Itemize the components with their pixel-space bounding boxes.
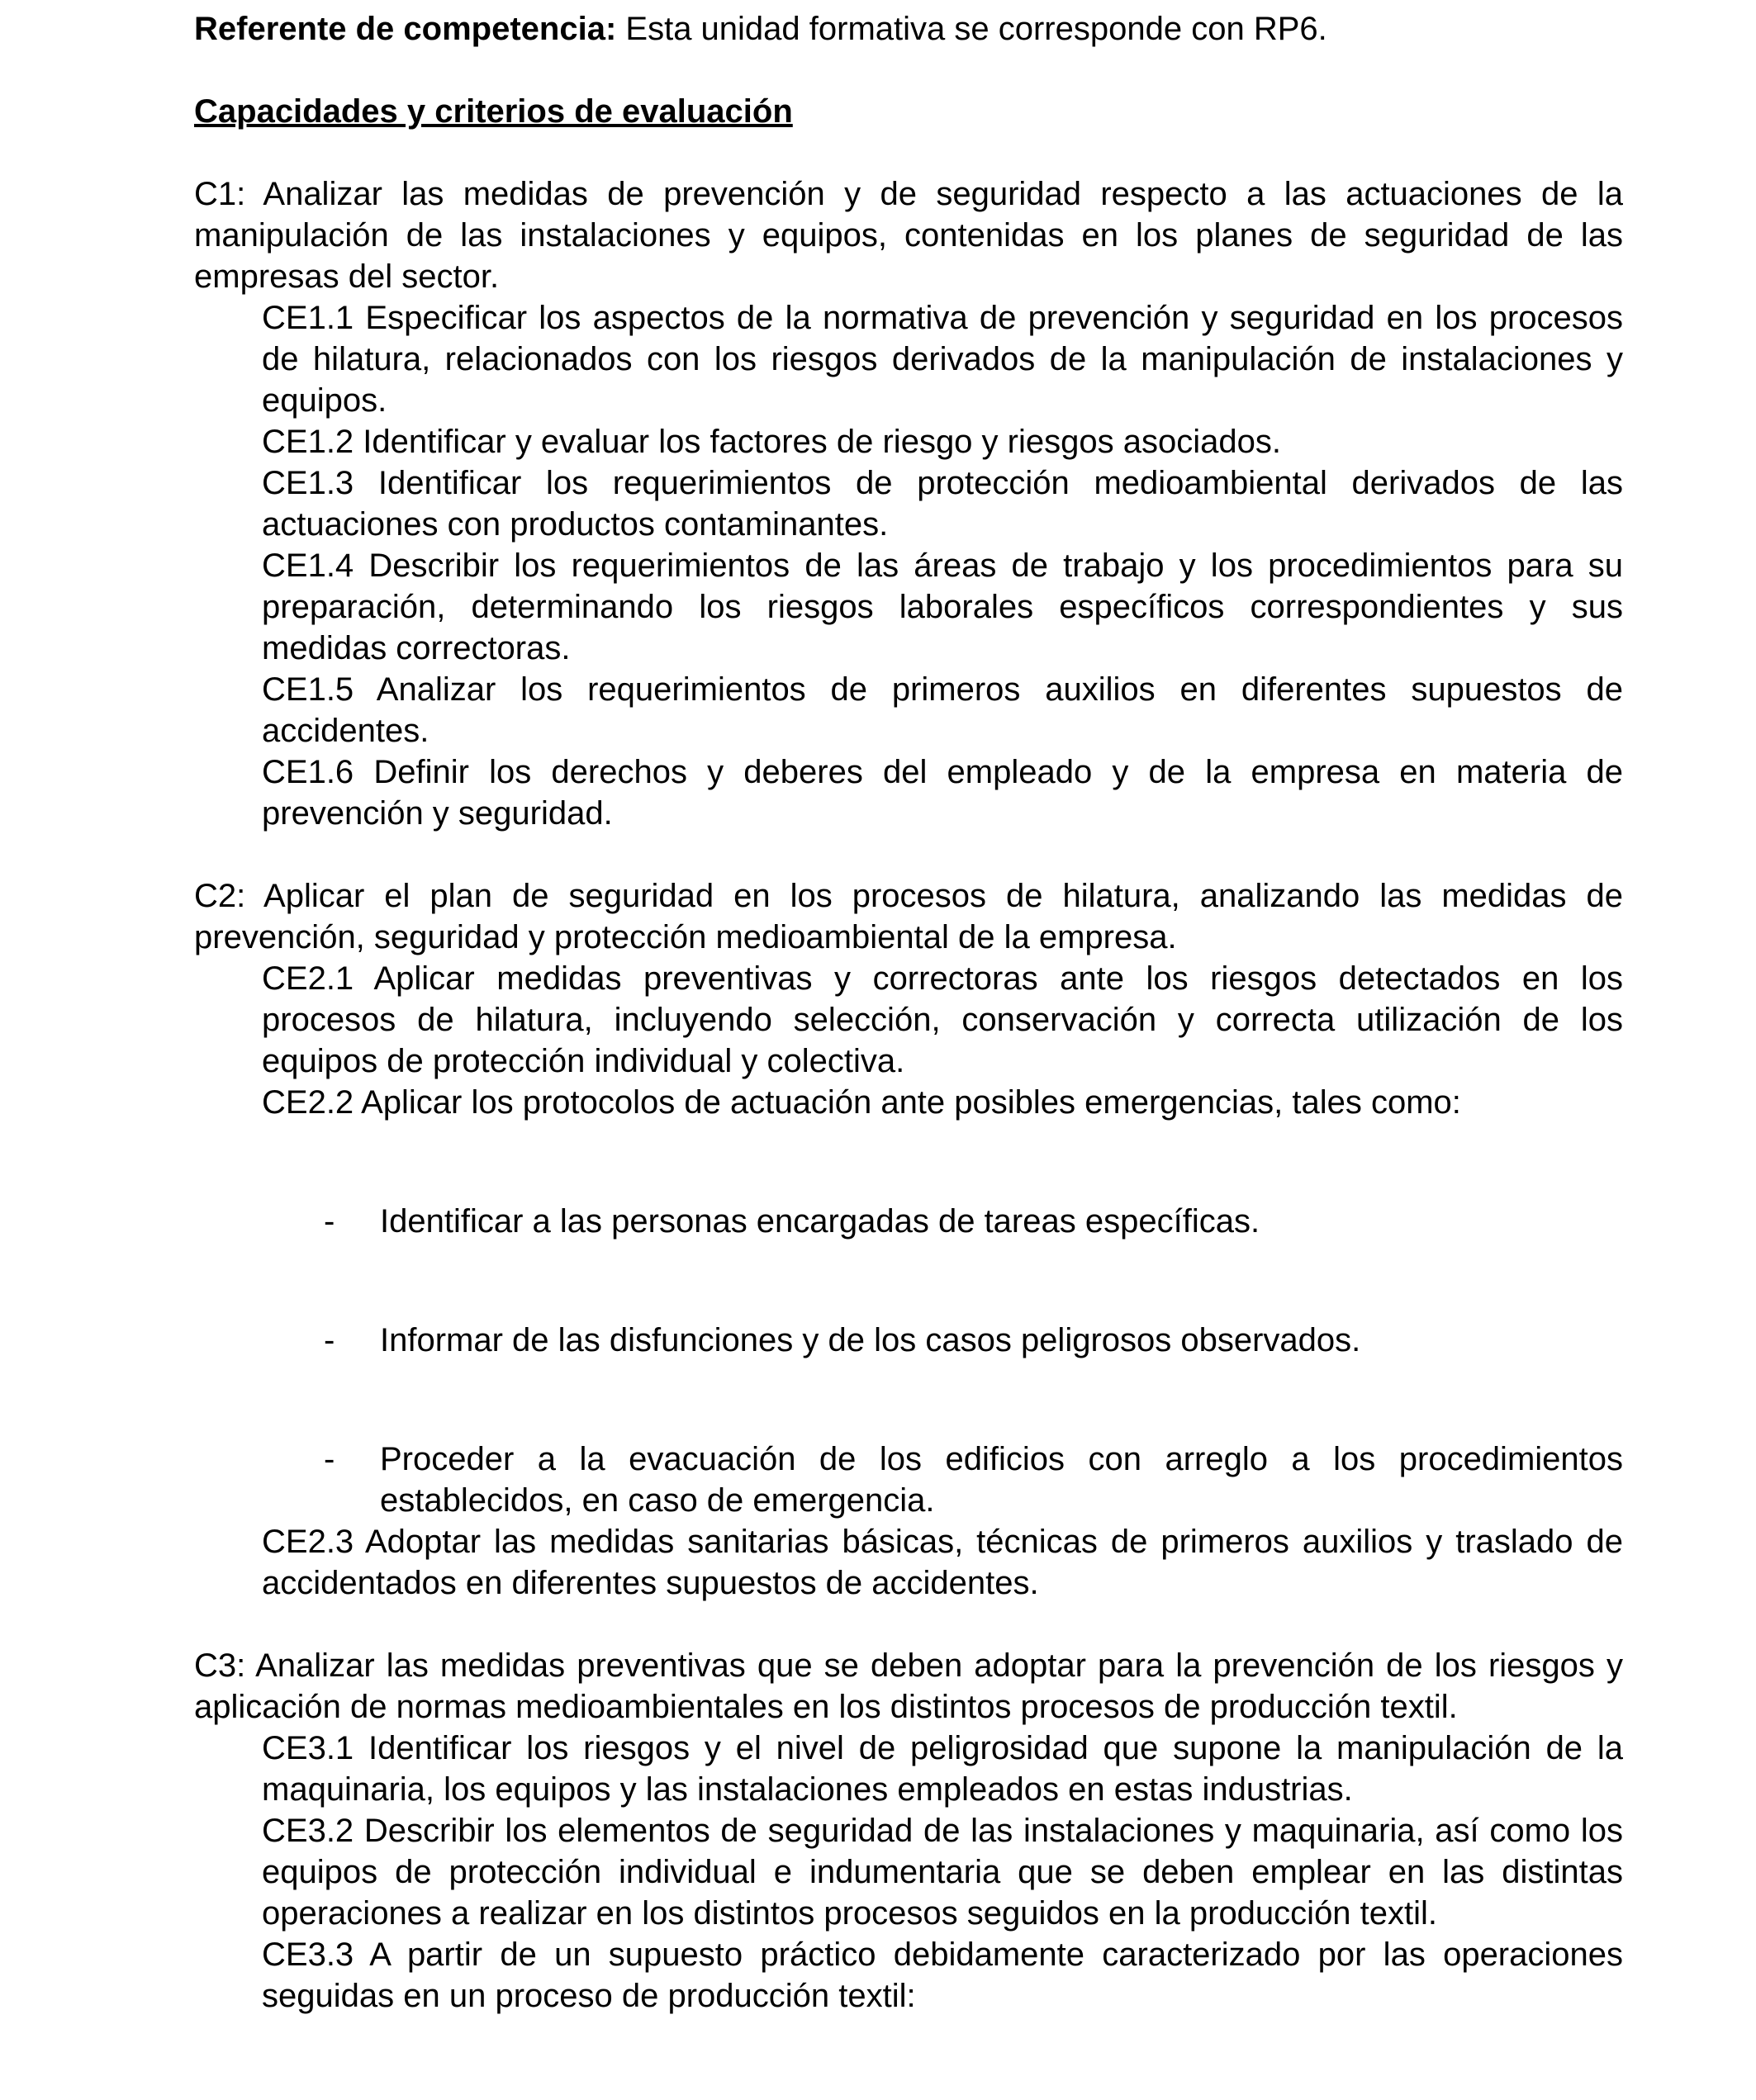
bullet-item (324, 1439, 1623, 1521)
bullet-text: Informar de las disfunciones y de los casos peligrosos observados. (380, 1322, 1361, 1358)
bullet-dash: - (324, 1441, 335, 1477)
criterion-ce2-2: CE2.2 Aplicar los protocolos de actuación ante posibles emergencias, tales como: (262, 1084, 1461, 1121)
criterion-ce3-3: CE3.3 A partir de un supuesto práctico debidamente caracterizado por las operaciones seguidas en un proceso de producción textil: (262, 1936, 1623, 2014)
section-heading: Capacidades y criterios de evaluación (194, 93, 793, 130)
capacity-c1: C1: Analizar las medidas de prevención y de seguridad respecto a las actuaciones de la manipulación de las instalaciones y equipos, contenidas en los planes de seguridad de las empresas del sector. (194, 176, 1623, 295)
bullet-text: Proceder a la evacuación de los edificios con arreglo a los procedimientos establecidos, en caso de emergencia. (380, 1441, 1623, 1519)
document-page (194, 8, 1623, 2017)
spacer (194, 50, 1623, 91)
competence-reference-label: Referente de competencia: (194, 11, 617, 47)
criterion-ce1-6: CE1.6 Definir los derechos y deberes del empleado y de la empresa en materia de prevención y seguridad. (262, 754, 1623, 832)
competence-reference-text: Esta unidad formativa se corresponde con RP6. (616, 11, 1327, 47)
bullet-item (324, 1320, 1623, 1361)
spacer (194, 1604, 1623, 1645)
criterion-ce1-1: CE1.1 Especificar los aspectos de la normativa de prevención y seguridad en los procesos de hilatura, relacionados con los riesgos derivados de la manipulación de instalaciones y equipos. (262, 300, 1623, 419)
criterion-ce1-4: CE1.4 Describir los requerimientos de las áreas de trabajo y los procedimientos para su preparación, determinando los riesgos laborales específicos correspondientes y sus medidas correctoras. (262, 548, 1623, 666)
bullet-item (324, 1201, 1623, 1242)
criterion-ce3-1: CE3.1 Identificar los riesgos y el nivel de peligrosidad que supone la manipulación de la maquinaria, los equipos y las instalaciones empleados en estas industrias. (262, 1730, 1623, 1808)
capacity-c3: C3: Analizar las medidas preventivas que se deben adoptar para la prevención de los riesgos y aplicación de normas medioambientales en los distintos procesos de producción textil. (194, 1647, 1623, 1725)
criterion-ce2-3: CE2.3 Adoptar las medidas sanitarias básicas, técnicas de primeros auxilios y traslado de accidentados en diferentes supuestos de accidentes. (262, 1524, 1623, 1601)
spacer (194, 834, 1623, 875)
criterion-ce2-1: CE2.1 Aplicar medidas preventivas y correctoras ante los riesgos detectados en los procesos de hilatura, incluyendo selección, conservación y correcta utilización de los equipos de protección individual y colectiva. (262, 960, 1623, 1079)
capacity-c2: C2: Aplicar el plan de seguridad en los procesos de hilatura, analizando las medidas de prevención, seguridad y protección medioambiental de la empresa. (194, 878, 1623, 955)
criterion-ce1-2: CE1.2 Identificar y evaluar los factores de riesgo y riesgos asociados. (262, 424, 1281, 460)
spacer (194, 132, 1623, 173)
criterion-ce1-5: CE1.5 Analizar los requerimientos de primeros auxilios en diferentes supuestos de accidentes. (262, 671, 1623, 749)
criterion-ce3-2: CE3.2 Describir los elementos de seguridad de las instalaciones y maquinaria, así como los equipos de protección individual e indumentaria que se deben emplear en las distintas operaciones a realizar en los distintos procesos seguidos en la producción textil. (262, 1813, 1623, 1932)
bullet-dash: - (324, 1322, 335, 1358)
bullet-dash: - (324, 1203, 335, 1240)
competence-reference (194, 8, 1623, 50)
criterion-ce1-3: CE1.3 Identificar los requerimientos de protección medioambiental derivados de las actuaciones con productos contaminantes. (262, 465, 1623, 543)
bullet-text: Identificar a las personas encargadas de tareas específicas. (380, 1203, 1260, 1240)
